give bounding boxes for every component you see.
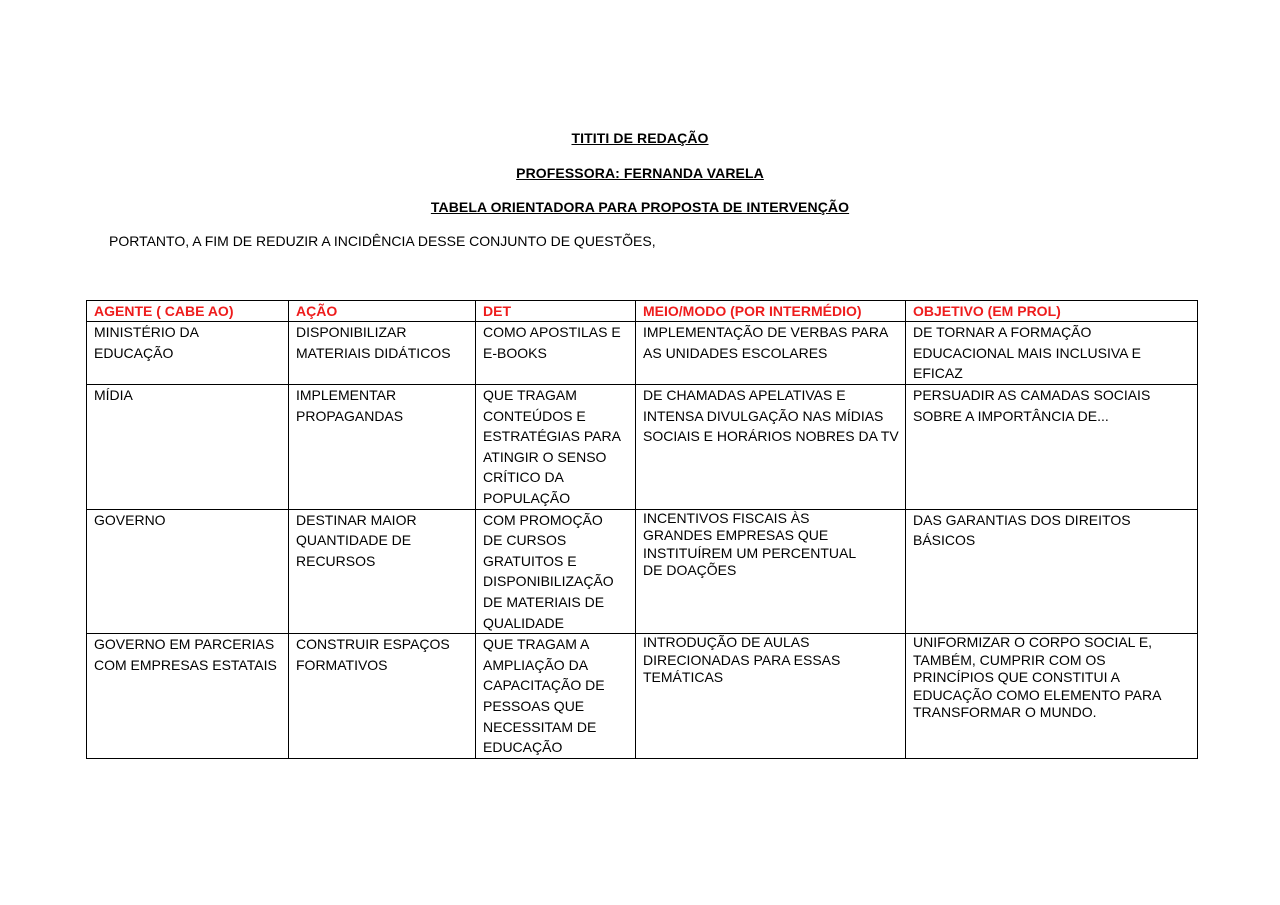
cell-objetivo	[906, 509, 1198, 634]
teacher-name: PROFESSORA: FERNANDA VARELA	[516, 165, 764, 181]
header-meio-modo: MEIO/MODO (POR INTERMÉDIO)	[636, 301, 906, 322]
cell-meio-modo	[636, 634, 906, 759]
cell-acao	[289, 634, 476, 759]
table-row	[87, 634, 1198, 759]
intervention-table	[86, 300, 1198, 759]
cell-agente	[87, 634, 289, 759]
cell-meio-modo	[636, 322, 906, 385]
cell-text: QUE TRAGAM CONTEÚDOS E ESTRATÉGIAS PARA ATINGIR O SENSO CRÍTICO DA POPULAÇÃO	[483, 387, 621, 506]
cell-text: GOVERNO	[94, 511, 166, 528]
table-header-row	[87, 301, 1198, 322]
cell-text: DE TORNAR A FORMAÇÃO EDUCACIONAL MAIS INCLUSIVA E EFICAZ	[913, 324, 1141, 382]
cell-text: GOVERNO EM PARCERIAS COM EMPRESAS ESTATAIS	[94, 636, 277, 673]
cell-text: DISPONIBILIZAR MATERIAIS DIDÁTICOS	[296, 324, 451, 361]
cell-det	[476, 634, 636, 759]
cell-text: DESTINAR MAIOR QUANTIDADE DE RECURSOS	[296, 511, 417, 569]
cell-meio-modo	[636, 509, 906, 634]
header-det: DET	[476, 301, 636, 322]
table-row	[87, 322, 1198, 385]
cell-text: MÍDIA	[94, 387, 133, 403]
cell-det	[476, 385, 636, 510]
table-row	[87, 385, 1198, 510]
table-row	[87, 509, 1198, 634]
cell-acao	[289, 322, 476, 385]
header-acao: AÇÃO	[289, 301, 476, 322]
cell-meio-modo	[636, 385, 906, 510]
cell-text: QUE TRAGAM A AMPLIAÇÃO DA CAPACITAÇÃO DE PESSOAS QUE NECESSITAM DE EDUCAÇÃO	[483, 636, 605, 756]
cell-text: CONSTRUIR ESPAÇOS FORMATIVOS	[296, 636, 450, 673]
cell-text: MINISTÉRIO DA EDUCAÇÃO	[94, 324, 200, 361]
intro-sentence: PORTANTO, A FIM DE REDUZIR A INCIDÊNCIA DESSE CONJUNTO DE QUESTÕES,	[109, 233, 656, 249]
cell-objetivo	[906, 634, 1198, 759]
cell-text: DAS GARANTIAS DOS DIREITOS BÁSICOS	[913, 511, 1131, 549]
cell-acao	[289, 385, 476, 510]
cell-text: COMO APOSTILAS E E-BOOKS	[483, 324, 621, 361]
header-objetivo: OBJETIVO (EM PROL)	[906, 301, 1198, 322]
cell-text: UNIFORMIZAR O CORPO SOCIAL E, TAMBÉM, CUMPRIR COM OS PRINCÍPIOS QUE CONSTITUI A EDUCAÇÃO COMO ELEMENTO PARA TRANSFORMAR O MUNDO.	[913, 634, 1162, 721]
cell-objetivo	[906, 322, 1198, 385]
cell-agente	[87, 322, 289, 385]
cell-agente	[87, 509, 289, 634]
cell-det	[476, 322, 636, 385]
cell-text: COM PROMOÇÃO DE CURSOS GRATUITOS E DISPONIBILIZAÇÃO DE MATERIAIS DE QUALIDADE	[483, 511, 614, 631]
cell-text: IMPLEMENTAR PROPAGANDAS	[296, 387, 404, 424]
header-agente: AGENTE ( CABE AO)	[87, 301, 289, 322]
table-subtitle: TABELA ORIENTADORA PARA PROPOSTA DE INTERVENÇÃO	[430, 199, 850, 215]
cell-objetivo	[906, 385, 1198, 510]
cell-det	[476, 509, 636, 634]
cell-text: DE CHAMADAS APELATIVAS E INTENSA DIVULGAÇÃO NAS MÍDIAS SOCIAIS E HORÁRIOS NOBRES DA TV	[643, 387, 899, 445]
cell-text: INTRODUÇÃO DE AULAS DIRECIONADAS PARA ESSAS TEMÁTICAS	[643, 634, 841, 686]
document-title: TITITI DE REDAÇÃO	[571, 130, 709, 146]
cell-text: PERSUADIR AS CAMADAS SOCIAIS SOBRE A IMPORTÂNCIA DE...	[913, 387, 1151, 424]
cell-acao	[289, 509, 476, 634]
cell-text: IMPLEMENTAÇÃO DE VERBAS PARA AS UNIDADES ESCOLARES	[643, 324, 889, 361]
cell-agente	[87, 385, 289, 510]
cell-text: INCENTIVOS FISCAIS ÀS GRANDES EMPRESAS QUE INSTITUÍREM UM PERCENTUAL DE DOAÇÕES	[643, 509, 857, 579]
